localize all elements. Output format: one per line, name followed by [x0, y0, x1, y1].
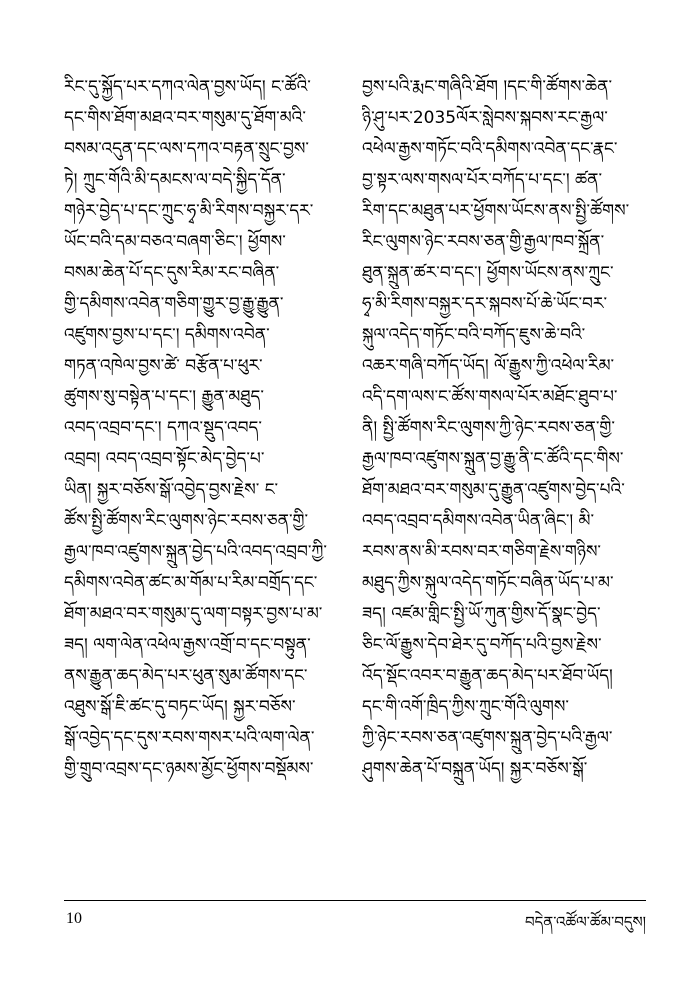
text-line: ཚོས་སྤྱི་ཚོགས་རིང་ལུགས་ཉེང་རབས་ཅན་གྱི་ — [64, 511, 309, 531]
text-line: རྒྱལ་ཁབ་འཛུགས་སྐྲུན་བྱ་རྒྱུ་ནི་ང་ཚོའི་དང་གིས་ — [362, 449, 624, 469]
text-line: ཚུགས་སུ་བསྟེན་པ་དང་། རྒྱུན་མཐུད་ — [64, 387, 264, 407]
text-line: བྱ་སྟར་ལས་གསལ་པོར་བཀོད་པ་དང་། ཚན་ — [362, 170, 603, 190]
text-line: གཏན་འཁེལ་བྱས་ཚེ་ བརྩོན་པ་ཕུར་ — [64, 356, 263, 376]
text-line: དང་གི་འགོ་ཁྲིད་ཀྱིས་ཀྲུང་གོའི་ལུགས་ — [362, 697, 569, 717]
running-title: བདེན་འཚོལ་ཚོམ་བདུས། — [525, 913, 646, 931]
text-line: འབད་འབྲབ་དང་། དཀའ་སྡུད་འབད་ — [64, 418, 262, 438]
text-line: ཐུན་སྐྲུན་ཚར་བ་དང་། ཕྱོགས་ཡོངས་ནས་ཀྲུང་ — [362, 263, 614, 283]
text-line: བྱས་པའི་རྨང་གཞིའི་ཐོག །དང་གི་ཚོགས་ཆེན་ — [362, 77, 613, 97]
text-line: ཧྭ་མི་རིགས་བསྐྱར་དར་སྐབས་པོ་ཆེ་ཡོང་བར་ — [362, 294, 608, 314]
text-line: རིང་དུ་སྐྱོད་པར་དཀའ་ལེན་བྱས་ཡོད། ང་ཚོའི་ — [64, 77, 311, 97]
text-line: ཤུགས་ཆེན་པོ་བསྐྲུན་ཡོད། སྐྱར་བཅོས་སྒོ་ — [362, 759, 588, 779]
text-line: འཛུགས་བྱས་པ་དང་། དམིགས་འབེན་ — [64, 325, 270, 345]
text-line: གཉེར་བྱེད་པ་དང་ཀྲུང་ཧྭ་མི་རིགས་བསྐྱར་དར་ — [64, 201, 314, 221]
text-line: སྒོ་འབྱེད་དང་དུས་རབས་གསར་པའི་ལག་ལེན་ — [64, 728, 315, 748]
text-line: གྱི་དམིགས་འབེན་གཅིག་གྱུར་བྱ་རྒྱུ་རྒྱུན་ — [64, 294, 284, 314]
text-line: འབད་འབྲབ་དམིགས་འབེན་ཡིན་ཞིང་། མི་ — [362, 511, 595, 531]
right-text-column — [362, 72, 646, 785]
text-line: དམིགས་འབེན་ཚང་མ་གོམ་པ་རིམ་བགྲོད་དང་ — [64, 573, 318, 593]
text-line: ཀྱི་ཉེང་རབས་ཅན་འཛུགས་སྐྲུན་བྱེད་པའི་རྒྱལ་ — [362, 728, 613, 748]
text-line: འཕེལ་རྒྱས་གཏོང་བའི་དམིགས་འབེན་དང་རྣང་ — [362, 139, 618, 159]
footer-divider — [64, 900, 646, 901]
text-line: བསམ་འདུན་དང་ལས་དཀའ་བརྟན་སྲུང་བྱས་ — [64, 139, 309, 159]
text-line: ཉི་ཤུ་པར་2035ལོར་སླེབས་སྐབས་རང་རྒྱལ་ — [362, 108, 608, 128]
text-line: འོད་སྡོང་འབར་བ་རྒྱུན་ཆད་མེད་པར་ཐོབ་ཡོད། — [362, 666, 613, 686]
text-line: རིང་ལུགས་ཉེང་རབས་ཅན་གྱི་རྒྱལ་ཁབ་སྐྲོན་ — [362, 232, 605, 252]
text-line: ཐོག་མཐའ་བར་གསུམ་དུ་རྒྱུན་འཛུགས་བྱེད་པའི་ — [362, 480, 625, 500]
text-line: སྐུལ་འདེད་གཏོང་བའི་བཀོད་ཇུས་ཆེ་བའི་ — [362, 325, 586, 345]
text-line: ཡོང་བའི་དམ་བཅའ་བཞག་ཅིང་། ཕྱོགས་ — [64, 232, 286, 252]
text-line: གྱི་གྲུབ་འབྲས་དང་ཉམས་མྱོང་ཕྱོགས་བསྡོམས་ — [64, 759, 314, 779]
text-line: ནི། སྤྱི་ཚོགས་རིང་ལུགས་ཀྱི་ཉེང་རབས་ཅན་གྱི་ — [362, 418, 615, 438]
text-line: ཐོག་མཐའ་བར་གསུམ་དུ་ལག་བསྟར་བྱས་པ་མ་ — [64, 604, 323, 624]
text-line: འདི་དག་ལས་ང་ཚོས་གསལ་པོར་མཐོང་ཐུབ་པ་ — [362, 387, 618, 407]
text-line: ཏེ། ཀྲུང་གོའི་མི་དམངས་ལ་བདེ་སྐྱིད་དོན་ — [64, 170, 286, 190]
text-line: མཐུད་ཀྱིས་སྐུལ་འདེད་གཏོང་བཞིན་ཡོད་པ་མ་ — [362, 573, 614, 593]
text-line: རྒྱལ་ཁབ་འཛུགས་སྐྲུན་བྱེད་པའི་འབད་འབྲབ་ཀྱི་ — [64, 542, 327, 562]
text-line: ཅིང་ལོ་རྒྱུས་དེབ་ཐེར་དུ་བཀོད་པའི་བྱས་རྗེས་ — [362, 635, 602, 655]
left-text-column — [64, 72, 348, 785]
text-line: རིག་དང་མཐུན་པར་ཕྱོགས་ཡོངས་ནས་སྤྱི་ཚོགས་ — [362, 201, 630, 221]
text-line: ཟད། ལག་ལེན་འཕེལ་རྒྱས་འགྲོ་བ་དང་བསྟུན་ — [64, 635, 311, 655]
page-number: 10 — [66, 910, 82, 927]
text-line: འཆར་གཞི་བཀོད་ཡོད། ལོ་རྒྱུས་ཀྱི་འཕེལ་རིམ་ — [362, 356, 615, 376]
text-line: ཟད། འཛམ་གླིང་སྤྱི་ཡོ་ཀུན་གྱིས་དོ་སྣང་བྱེད་ — [362, 604, 601, 624]
text-line: འཐུས་སྒོ་ཇི་ཚང་དུ་བཏང་ཡོད། སྐྱར་བཅོས་ — [64, 697, 296, 717]
text-line: བསམ་ཆེན་པོ་དང་དུས་རིམ་རང་བཞིན་ — [64, 263, 280, 283]
text-line: རབས་ནས་མི་རབས་བར་གཅིག་རྗེས་གཉིས་ — [362, 542, 602, 562]
text-line: ཡིན། སྐྱར་བཅོས་སྒོ་འབྱེད་བྱས་རྗེས་ ང་ — [64, 480, 279, 500]
text-line: འབྲབ། འབད་འབྲབ་སྟོང་མེད་བྱེད་པ་ — [64, 449, 265, 469]
text-line: ནས་རྒྱུན་ཆད་མེད་པར་ཕུན་སུམ་ཚོགས་དང་ — [64, 666, 308, 686]
text-line: དང་གིས་ཐོག་མཐའ་བར་གསུམ་དུ་ཐོག་མའི་ — [64, 108, 306, 128]
